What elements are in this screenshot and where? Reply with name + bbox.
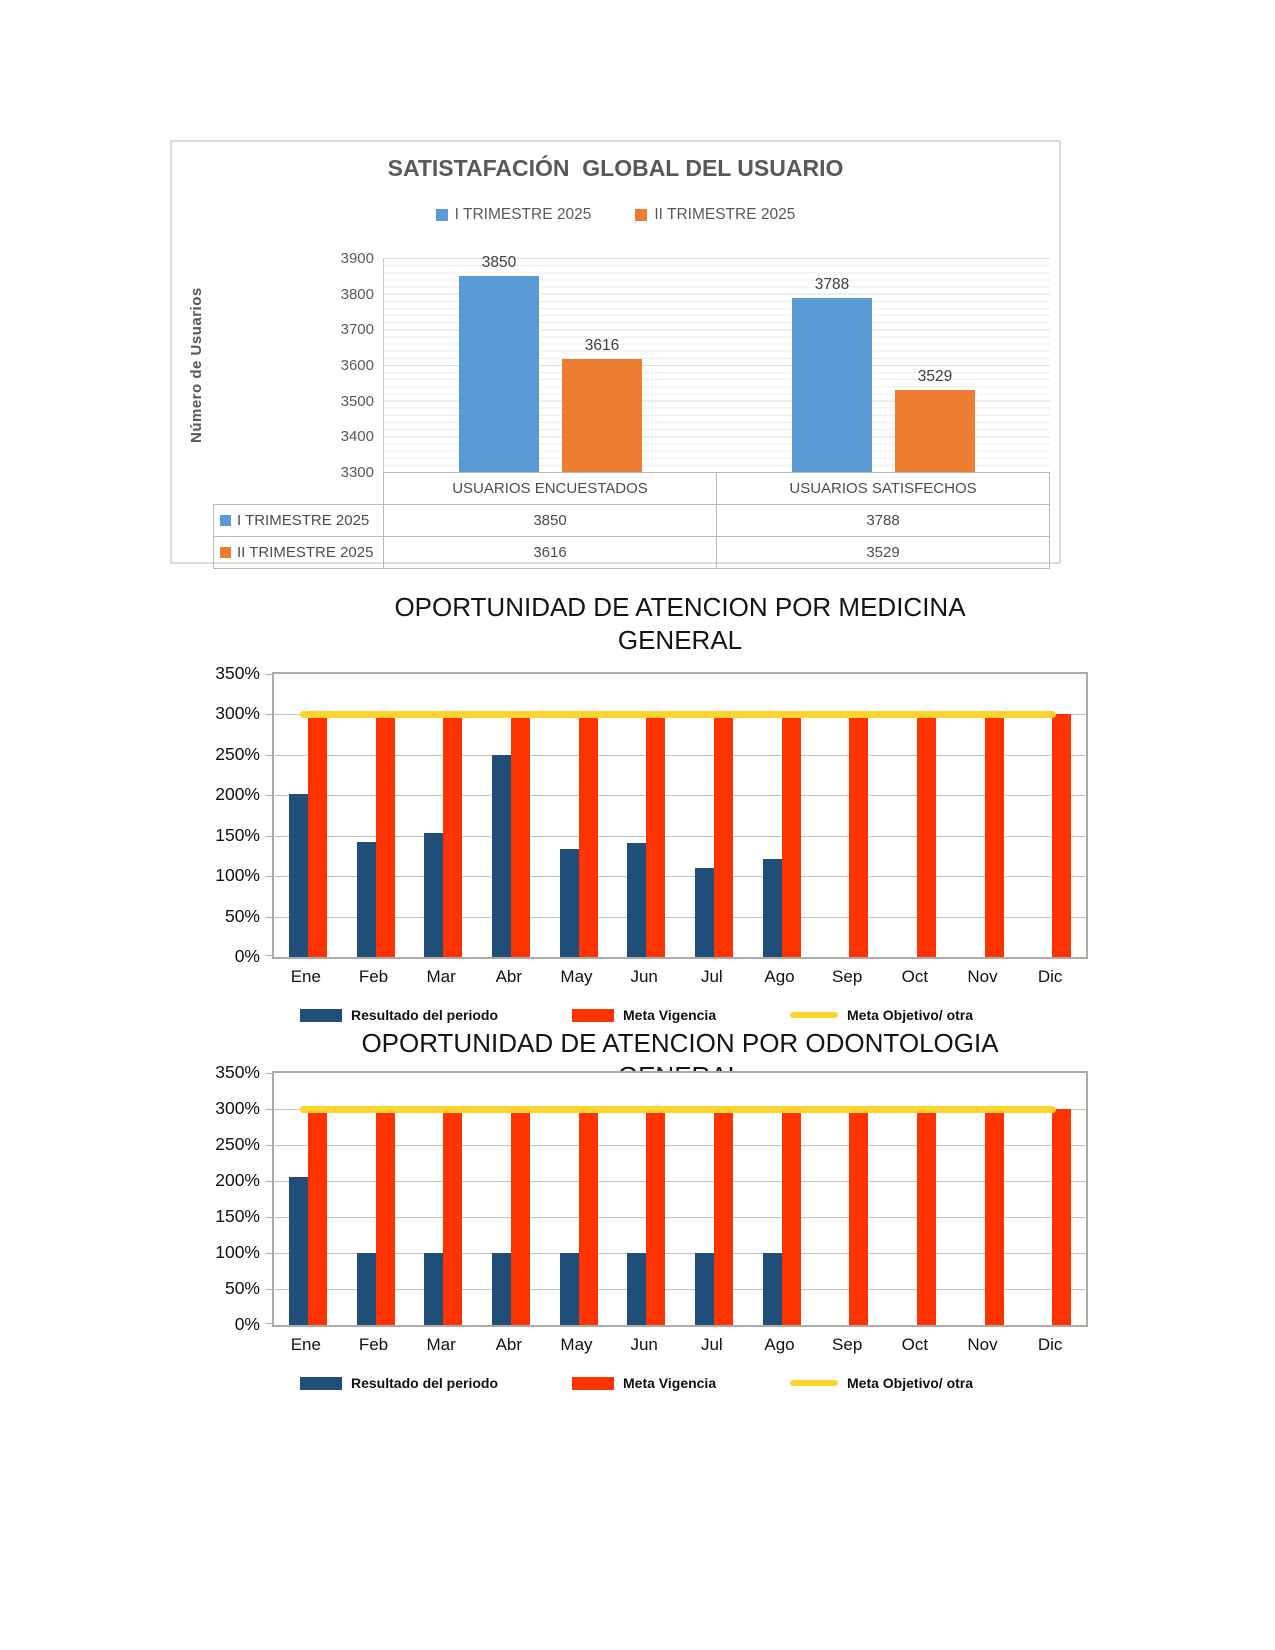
bar-data-label: 3529 — [917, 368, 953, 386]
y-tick-label: 100% — [215, 1242, 260, 1262]
bar-resultado — [289, 1177, 308, 1325]
satisfaccion-chart — [170, 140, 1061, 564]
y-tick-mark — [266, 674, 272, 675]
y-tick-label: 350% — [215, 663, 260, 683]
bar-resultado — [357, 1253, 376, 1325]
x-axis-label: Dic — [1037, 967, 1063, 986]
chart-title: SATISTAFACIÓN GLOBAL DEL USUARIO — [387, 155, 844, 181]
legend-swatch-navy — [300, 1009, 342, 1022]
y-axis-title: Número de Usuarios — [188, 287, 205, 443]
gridline — [274, 1217, 1086, 1218]
bar-meta-vigencia — [308, 1111, 327, 1325]
legend-label: Resultado del periodo — [351, 1007, 499, 1023]
y-tick-label: 0% — [234, 946, 260, 966]
bar-resultado — [695, 868, 714, 957]
legend-swatch-red — [572, 1377, 614, 1390]
bar-meta-vigencia — [714, 1111, 733, 1325]
table-corner-cell — [214, 473, 384, 505]
legend-label: Meta Objetivo/ otra — [847, 1375, 974, 1391]
y-tick-label: 350% — [215, 1062, 260, 1082]
y-tick-label: 50% — [224, 1278, 260, 1298]
table-col-header: USUARIOS SATISFECHOS — [717, 473, 1050, 505]
y-tick-label: 250% — [215, 1134, 260, 1154]
bar-trimestre1 — [792, 298, 872, 472]
table-col-header: USUARIOS ENCUESTADOS — [384, 473, 717, 505]
x-axis-label: Dic — [1037, 1335, 1063, 1354]
y-axis-labels — [180, 1062, 260, 1334]
bar-resultado — [492, 1253, 511, 1325]
x-axis-label: Mar — [426, 1335, 456, 1354]
target-line — [300, 711, 1056, 718]
bar-meta-vigencia — [917, 717, 936, 957]
x-axis-label: Feb — [358, 1335, 389, 1354]
legend-label: I TRIMESTRE 2025 — [454, 206, 592, 223]
y-tick-label: 3700 — [340, 321, 374, 339]
bar-meta-vigencia — [443, 717, 462, 957]
bar-resultado — [492, 755, 511, 957]
table-row-label: I TRIMESTRE 2025 — [214, 505, 384, 537]
bar-meta-vigencia — [443, 1111, 462, 1325]
legend-key-swatch — [220, 547, 231, 558]
bar-meta-vigencia — [376, 1111, 395, 1325]
bar-resultado — [560, 1253, 579, 1325]
table-row — [214, 505, 1050, 537]
x-axis-label: Nov — [967, 1335, 998, 1354]
legend-item-resultado — [300, 1375, 498, 1391]
bar-meta-vigencia — [646, 717, 665, 957]
bar-meta-vigencia — [511, 1111, 530, 1325]
chart-legend — [172, 206, 1059, 224]
target-line — [300, 1106, 1056, 1113]
bar-meta-vigencia — [985, 717, 1004, 957]
gridline — [274, 755, 1086, 756]
bar-meta-vigencia — [782, 717, 801, 957]
chart-title-line2: GENERAL — [617, 625, 743, 655]
bar-meta-vigencia — [646, 1111, 665, 1325]
y-tick-mark — [266, 955, 272, 956]
y-tick-mark — [266, 1217, 272, 1218]
bar-meta-vigencia — [849, 717, 868, 957]
table-row-label: II TRIMESTRE 2025 — [214, 537, 384, 569]
bar-meta-vigencia — [714, 717, 733, 957]
y-tick-mark — [266, 876, 272, 877]
plot-area — [272, 672, 1088, 959]
chart-title — [272, 591, 1088, 657]
bar-resultado — [627, 843, 646, 957]
plot-area — [272, 1071, 1088, 1327]
y-tick-label: 3900 — [340, 250, 374, 267]
bar-resultado — [763, 859, 782, 957]
gridline — [274, 1289, 1086, 1290]
gridline — [274, 1145, 1086, 1146]
gridline — [274, 1253, 1086, 1254]
gridline — [274, 1181, 1086, 1182]
legend-item-meta-vigencia — [572, 1007, 716, 1023]
bar-meta-vigencia — [308, 717, 327, 957]
y-tick-label: 3600 — [340, 357, 374, 374]
chart-legend — [272, 1375, 1088, 1397]
gridline — [274, 836, 1086, 837]
bar-data-label: 3616 — [584, 337, 620, 355]
y-tick-label: 300% — [215, 1098, 260, 1118]
bar-resultado — [695, 1253, 714, 1325]
x-axis-label: May — [560, 1335, 593, 1354]
x-axis-labels — [272, 1335, 1088, 1359]
bar-resultado — [289, 794, 308, 957]
y-tick-mark — [266, 1073, 272, 1074]
bar-meta-vigencia — [985, 1111, 1004, 1325]
bar-trimestre1 — [459, 276, 539, 472]
legend-swatch-navy — [300, 1377, 342, 1390]
gridline — [274, 917, 1086, 918]
bar-resultado — [424, 1253, 443, 1325]
y-axis-labels — [180, 663, 260, 966]
bar-resultado — [560, 849, 579, 957]
bar-resultado — [627, 1253, 646, 1325]
chart-data-table — [213, 472, 1050, 569]
x-axis-label: Oct — [901, 1335, 929, 1354]
legend-item-meta-objetivo — [790, 1007, 973, 1023]
y-tick-label: 300% — [215, 703, 260, 724]
x-axis-label: Feb — [358, 967, 389, 986]
gridline — [274, 795, 1086, 796]
bar-meta-vigencia — [579, 1111, 598, 1325]
y-tick-mark — [266, 714, 272, 715]
legend-item-trimestre1 — [436, 206, 592, 224]
legend-label: Resultado del periodo — [351, 1375, 499, 1391]
x-axis-label: Ago — [764, 1335, 795, 1354]
legend-item-resultado — [300, 1007, 498, 1023]
x-axis-label: Ene — [290, 1335, 321, 1354]
table-cell-value: 3616 — [384, 537, 717, 569]
bar-meta-vigencia — [849, 1111, 868, 1325]
x-axis-label: Ago — [764, 967, 795, 986]
y-tick-label: 200% — [215, 1170, 260, 1190]
y-tick-mark — [266, 1109, 272, 1110]
legend-item-meta-vigencia — [572, 1375, 716, 1391]
x-axis-label: Jun — [630, 967, 658, 986]
bar-meta-vigencia — [1052, 714, 1071, 957]
gridline — [274, 876, 1086, 877]
x-axis-label: Sep — [832, 967, 863, 986]
table-row — [214, 537, 1050, 569]
bar-resultado — [357, 842, 376, 957]
x-axis-label: Sep — [832, 1335, 863, 1354]
x-axis-label: May — [560, 967, 593, 986]
y-tick-label: 3800 — [340, 285, 374, 303]
y-tick-label: 3300 — [340, 464, 374, 481]
bar-data-label: 3850 — [481, 253, 517, 271]
bar-resultado — [763, 1253, 782, 1325]
y-tick-mark — [266, 1289, 272, 1290]
legend-swatch-red — [572, 1009, 614, 1022]
x-axis-label: Jul — [700, 1335, 723, 1354]
y-tick-mark — [266, 795, 272, 796]
y-tick-label: 3500 — [340, 392, 374, 410]
x-axis-label: Jul — [700, 967, 723, 986]
legend-label: Meta Vigencia — [623, 1375, 717, 1391]
legend-label: II TRIMESTRE 2025 — [654, 206, 796, 223]
y-axis-labels — [310, 250, 374, 481]
legend-swatch-orange — [635, 209, 647, 221]
chart-legend — [272, 1007, 1088, 1029]
chart-title-line1: OPORTUNIDAD DE ATENCION POR MEDICINA — [394, 592, 966, 622]
legend-swatch-yellow-line — [790, 1012, 838, 1018]
bar-data-label: 3788 — [814, 275, 850, 293]
y-tick-label: 150% — [215, 824, 260, 845]
x-axis-label: Ene — [290, 967, 321, 986]
y-tick-label: 250% — [215, 743, 260, 764]
y-tick-mark — [266, 917, 272, 918]
y-tick-mark — [266, 1145, 272, 1146]
legend-item-meta-objetivo — [790, 1375, 973, 1391]
x-axis-label: Abr — [495, 967, 523, 986]
y-tick-mark — [266, 836, 272, 837]
y-tick-mark — [266, 1323, 272, 1324]
y-tick-label: 150% — [215, 1206, 260, 1226]
bar-meta-vigencia — [917, 1111, 936, 1325]
x-axis-labels — [272, 967, 1088, 991]
plot-area — [383, 253, 1050, 472]
x-axis-label: Oct — [901, 967, 929, 986]
bar-trimestre2 — [562, 359, 642, 472]
bar-meta-vigencia — [1052, 1109, 1071, 1325]
table-cell-value: 3850 — [384, 505, 717, 537]
legend-item-trimestre2 — [635, 206, 795, 224]
y-tick-label: 3400 — [340, 428, 374, 446]
bar-meta-vigencia — [511, 717, 530, 957]
bar-meta-vigencia — [376, 717, 395, 957]
y-tick-label: 50% — [224, 905, 260, 926]
legend-swatch-blue — [436, 209, 448, 221]
bar-meta-vigencia — [579, 717, 598, 957]
legend-label: Meta Vigencia — [623, 1007, 717, 1023]
y-tick-mark — [266, 1253, 272, 1254]
bar-trimestre2 — [895, 390, 975, 472]
x-axis-label: Mar — [426, 967, 456, 986]
y-tick-label: 200% — [215, 784, 260, 805]
bar-meta-vigencia — [782, 1111, 801, 1325]
y-tick-mark — [266, 755, 272, 756]
table-cell-value: 3788 — [717, 505, 1050, 537]
y-tick-label: 0% — [234, 1314, 260, 1334]
y-tick-mark — [266, 1181, 272, 1182]
legend-key-swatch — [220, 515, 231, 526]
legend-label: Meta Objetivo/ otra — [847, 1007, 974, 1023]
x-axis-label: Abr — [495, 1335, 523, 1354]
x-axis-label: Nov — [967, 967, 998, 986]
x-axis-label: Jun — [630, 1335, 658, 1354]
table-cell-value: 3529 — [717, 537, 1050, 569]
chart-title-line1: OPORTUNIDAD DE ATENCION POR ODONTOLOGIA — [361, 1028, 999, 1058]
y-tick-label: 100% — [215, 865, 260, 886]
bar-resultado — [424, 833, 443, 957]
legend-swatch-yellow-line — [790, 1380, 838, 1386]
